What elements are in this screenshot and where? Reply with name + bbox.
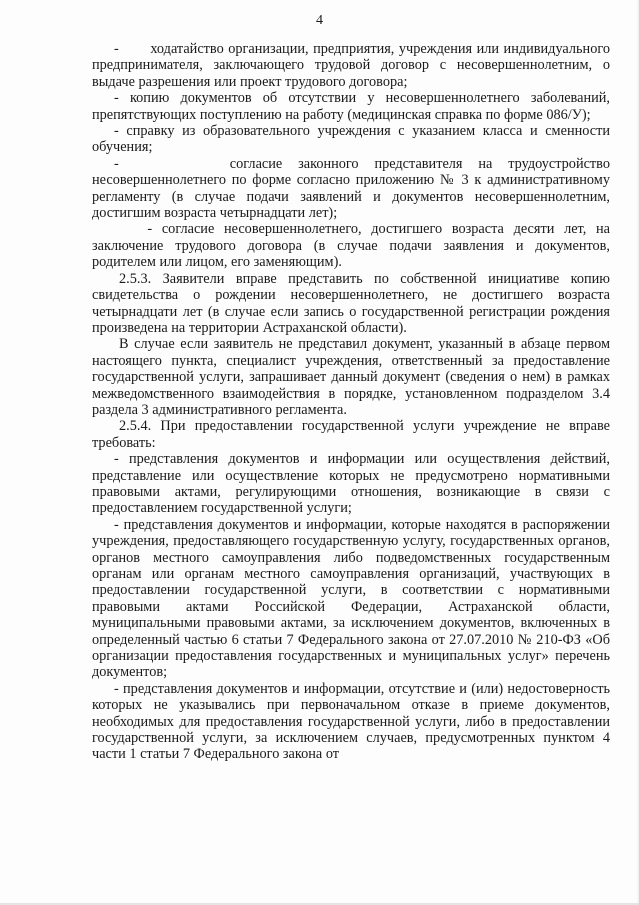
paragraph-2-5-4: 2.5.4. При предоставлении государственной услуги учреждение не вправе требовать: — [92, 418, 610, 451]
paragraph-no-new-documents: - представления документов и информации, отсутствие и (или) недостоверность которых не указывались при первоначальном отказе в приеме документов, необходимых для предоставления государственной услуги, либо в предоставлении государственной услуги, за исключением случаев, предусмотренных пунктом 4 части 1 статьи 7 Федерального закона от — [92, 680, 610, 763]
document-body — [92, 41, 610, 763]
page-number: 4 — [316, 13, 323, 28]
paragraph-no-extra-documents: - представления документов и информации или осуществления действий, представление или осуществление которых не предусмотрено нормативными правовыми актами, регулирующими отношения, возникающие в связи с предоставлением государственной услуги; — [92, 451, 610, 517]
paragraph-guardian-consent: - согласие законного представителя на трудоустройство несовершеннолетнего по форме согласно приложению № 3 к административному регламенту (в случае подачи заявлений и документов несовершеннолетним, достигшим возраста четырнадцати лет); — [92, 155, 610, 222]
paragraph-minor-consent: - согласие несовершеннолетнего, достигшего возраста десяти лет, на заключение трудового договора (в случае подачи заявления и документов, родителем или лицом, его заменяющим). — [92, 221, 610, 271]
paragraph-no-held-documents: - представления документов и информации, которые находятся в распоряжении учреждения, предоставляющего государственную услугу, государственных органов, органов местного самоуправления либо подведомственных государственным органам или органам местного самоуправления организаций, участвующих в предоставлении государственной услуги, в соответствии с нормативными правовыми актами Российской Федерации, Астраханской области, муниципальными правовыми актами, за исключением документов, включенных в определенный частью 6 статьи 7 Федерального закона от 27.07.2010 № 210-ФЗ «Об организации предоставления государственных и муниципальных услуг» перечень документов; — [92, 516, 610, 681]
paragraph-petition: - ходатайство организации, предприятия, учреждения или индивидуального предпринимателя, заключающего трудовой договор с несовершеннолетним, о выдаче разрешения или проект трудового договора; — [92, 41, 610, 90]
paragraph-interagency-request: В случае если заявитель не представил документ, указанный в абзаце первом настоящего пункта, специалист учреждения, ответственный за предоставление государственной услуги, запрашивает данный документ (сведения о нем) в рамках межведомственного взаимодействия в порядке, установленном подразделом 3.4 раздела 3 административного регламента. — [92, 336, 610, 418]
paragraph-2-5-3: 2.5.3. Заявители вправе представить по собственной инициативе копию свидетельства о рождении несовершеннолетнего, не достигшего возраста четырнадцати лет (в случае если запись о государственной регистрации рождения произведена на территории Астраханской области). — [92, 270, 610, 336]
paragraph-school-certificate: - справку из образовательного учреждения с указанием класса и сменности обучения; — [92, 123, 610, 156]
paragraph-medical-certificate: - копию документов об отсутствии у несовершеннолетнего заболеваний, препятствующих поступлению на работу (медицинская справка по форме 086/У); — [92, 90, 610, 123]
